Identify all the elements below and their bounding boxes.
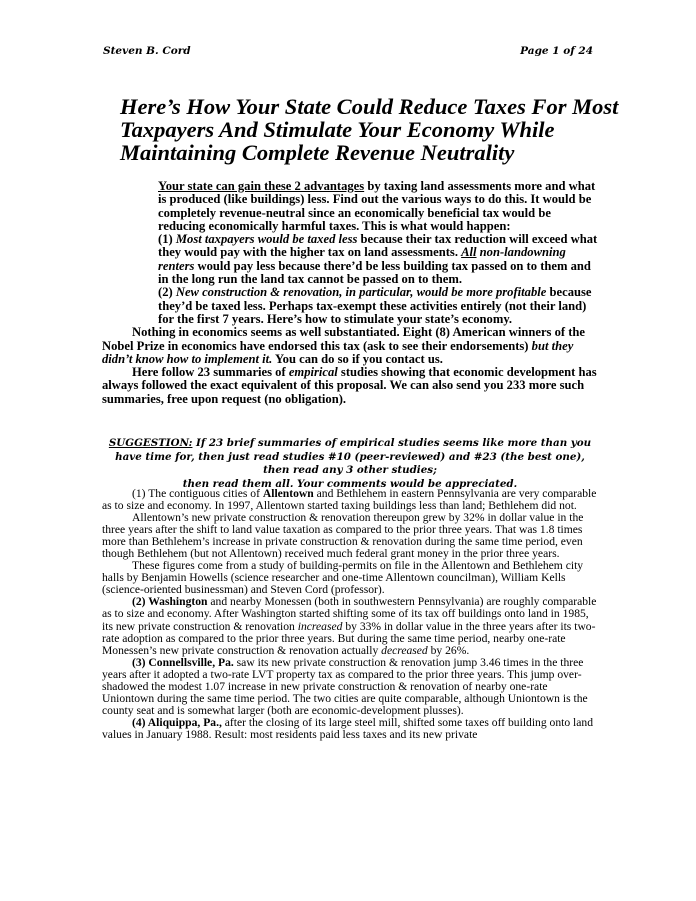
suggestion-label: SUGGESTION:: [108, 437, 193, 449]
intro-p2-text-2: would pay less because there’d be less building tax passed on to them and in the long run the land tax cannot be passed on to them.: [158, 258, 591, 287]
suggestion-line: [104, 437, 596, 478]
intro-p4-text: Nothing in economics seems as well substantiated. Eight (8) American winners of the Nobel Prize in economics have endorsed this tax (ask to see their endorsements): [102, 325, 586, 353]
intro-p5-italic: empirical: [288, 365, 338, 380]
intro-p3-italic: New construction & renovation, in particular, would be more profitable: [175, 285, 547, 300]
study-4: [102, 717, 602, 741]
intro-paragraph-5: [102, 366, 600, 406]
study-2-city: (2) Washington: [132, 595, 208, 609]
list-number-1: (1): [158, 232, 176, 247]
study-4-text: after the closing of its large steel mill, shifted some taxes off building onto land values in January 1988. Result: most residents paid less taxes and its new private: [102, 715, 594, 741]
intro-lead: Your state can gain these 2 advantages: [158, 179, 365, 193]
study-2: [102, 596, 602, 656]
intro-paragraph-1: [158, 180, 600, 233]
intro-p5-text: Here follow 23 summaries of: [132, 365, 289, 380]
study-1: [102, 488, 602, 512]
intro-p5-text-2: studies showing that economic development has always followed the exact equivalent of this proposal. We can also send you 233 more such summaries, free upon request (no obligation).: [102, 365, 597, 406]
intro-p2-all: All: [461, 245, 477, 260]
study-3-city: (3) Connellsville, Pa.: [132, 655, 234, 669]
study-3: [102, 657, 602, 717]
intro-p2-italic-2: non-landowning renters: [158, 245, 566, 273]
document-title: Here’s How Your State Could Reduce Taxes For Most Taxpayers And Stimulate Your Economy While Maintaining Complete Revenue Neutrality: [120, 94, 619, 165]
suggestion-box: [104, 437, 596, 491]
study-1-paragraph-3: These figures come from a study of building-permits on file in the Allentown and Bethlehem city halls by Benjamin Howells (science researcher and one-time Allentown councilman), William Kells (science-oriented businessman) and Steven Cord (professor).: [102, 559, 584, 597]
intro-p3-text: because they’d be taxed less. Perhaps tax-exempt these activities entirely (not their land) for the first 7 years. Here’s how to stimulate your state’s economy.: [158, 285, 592, 326]
suggestion-text: If 23 brief summaries of empirical studies seems like more than you have time for, then just read studies #10 (peer-reviewed) and #23 (the best one), then read any 3 other studies;: [115, 437, 592, 476]
study-2-increased: increased: [297, 619, 343, 633]
study-2-text: and nearby Monessen (both in southwestern Pennsylvania) are roughly comparable as to size and economy. After Washington started shifting some of its tax off buildings onto land in 1985, its new private construction & renovation: [102, 595, 597, 633]
intro-p4-text-2: You can do so if you contact us.: [272, 351, 443, 366]
studies-section: [102, 488, 602, 741]
suggestion-text-2: then read them all. Your comments would be appreciated.: [182, 477, 518, 490]
intro-p1-text: by taxing land assessments more and what is produced (like buildings) less. Find out the various ways to do this. It would be completely revenue-neutral since an economically beneficial tax would be reducing economically harmful taxes. This is what would happen:: [158, 179, 596, 233]
study-2-text-3: by 26%.: [427, 643, 470, 657]
study-1-intro: (1) The contiguous cities of: [132, 487, 263, 500]
header-page-number: Page 1 of 24: [520, 45, 593, 57]
intro-section: [102, 180, 600, 406]
study-3-text: saw its new private construction & renovation jump 3.46 times in the three years after it adopted a two-rate LVT property tax as compared to the prior three years. This jump over-shadowed the modest 1.07 increase in new private construction & renovation of nearby one-rate Uniontown during the same time period. The two cities are quite comparable, although Uniontown is the county seat and is somewhat larger (both are economic-development plusses).: [102, 655, 588, 717]
intro-paragraph-4: [102, 326, 600, 366]
header-author: Steven B. Cord: [103, 45, 191, 57]
intro-p2-text: because their tax reduction will exceed what they would pay with the higher tax on land assessments.: [158, 232, 598, 260]
study-2-decreased: decreased: [381, 643, 428, 657]
intro-block: [102, 180, 600, 326]
intro-p4-italic: but they didn’t know how to implement it.: [102, 338, 574, 366]
study-1-paragraph-2: Allentown’s new private construction & renovation thereupon grew by 32% in dollar value in the three years after the shift to land value taxation as compared to the prior three years. That was 1.8 times more than Bethlehem’s increase in private construction & renovation during the same time period, even though Bethlehem (but not Allentown) received much federal grant money in the prior three years.: [102, 511, 584, 561]
study-2-text-2: by 33% in dollar value in the three years after its two-rate adoption as compared to the prior three years. But during the same time period, nearby one-rate Monessen’s new private construction & renovation actually: [102, 619, 596, 657]
list-number-2: (2): [158, 285, 176, 300]
intro-paragraph-2: [158, 233, 600, 286]
study-4-city: (4) Aliquippa, Pa.,: [132, 715, 222, 729]
study-1-text: and Bethlehem in eastern Pennsylvania are very comparable as to size and economy. In 1997, Allentown started taxing buildings less than land; Bethlehem did not.: [102, 487, 597, 513]
intro-paragraph-3: [158, 286, 600, 326]
intro-p2-italic: Most taxpayers would be taxed less: [175, 232, 358, 247]
study-1-city: Allentown: [262, 487, 314, 500]
